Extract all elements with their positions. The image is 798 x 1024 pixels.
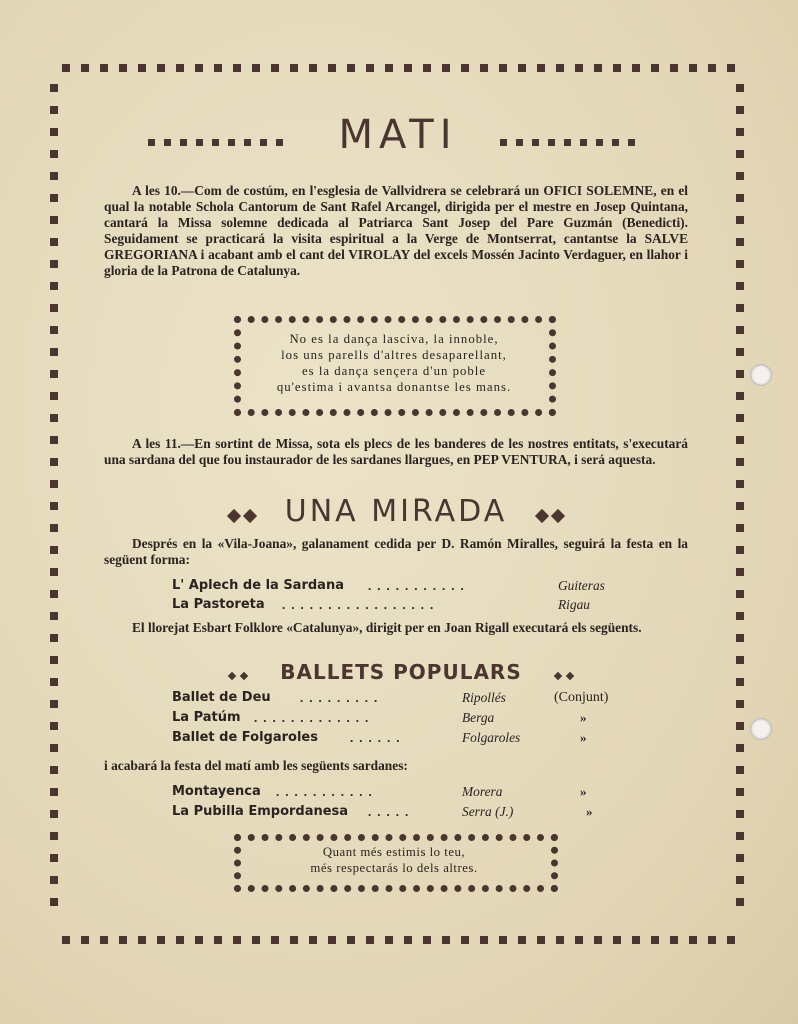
border-square — [736, 172, 744, 180]
border-square — [736, 414, 744, 422]
border-square — [736, 216, 744, 224]
border-square — [50, 788, 58, 796]
diamond-ornament — [565, 672, 573, 680]
border-square — [176, 64, 184, 72]
border-square — [736, 832, 744, 840]
border-square — [727, 64, 735, 72]
border-square — [290, 64, 298, 72]
sardana-title: Montayenca — [172, 784, 261, 799]
border-square — [50, 480, 58, 488]
motto-line: Quant més estimis lo teu, — [322, 845, 466, 859]
border-square — [556, 936, 564, 944]
diamond-ornament — [553, 672, 561, 680]
leader-dots: ................. — [282, 597, 440, 612]
border-square — [537, 936, 545, 944]
binder-hole — [750, 364, 772, 386]
border-square — [499, 936, 507, 944]
border-square — [736, 612, 744, 620]
border-square — [632, 936, 640, 944]
border-square — [81, 64, 89, 72]
border-square — [50, 700, 58, 708]
diamond-ornament — [228, 672, 236, 680]
border-square — [594, 936, 602, 944]
border-square — [736, 282, 744, 290]
border-square — [689, 936, 697, 944]
paragraph-time: A les 11. — [132, 436, 181, 451]
border-square — [50, 502, 58, 510]
border-square — [119, 936, 127, 944]
border-square — [50, 634, 58, 642]
border-square — [50, 832, 58, 840]
border-square — [736, 678, 744, 686]
ballet-note: (Conjunt) — [554, 690, 609, 705]
border-square — [461, 64, 469, 72]
paragraph-time: A les 10. — [132, 183, 181, 198]
border-square — [736, 304, 744, 312]
border-square — [736, 634, 744, 642]
title-ornament-right — [500, 133, 644, 151]
border-square — [176, 936, 184, 944]
border-square — [50, 370, 58, 378]
border-square — [632, 64, 640, 72]
border-square — [50, 546, 58, 554]
border-square — [423, 936, 431, 944]
border-square — [309, 64, 317, 72]
border-square — [50, 766, 58, 774]
border-square — [50, 392, 58, 400]
sardana-note: » — [586, 804, 593, 819]
border-square — [138, 64, 146, 72]
border-square — [50, 348, 58, 356]
border-square — [736, 656, 744, 664]
border-square — [50, 458, 58, 466]
leader-dots: ........... — [276, 784, 378, 799]
border-square — [366, 936, 374, 944]
poem-line: es la dança sençera d'un poble — [301, 364, 487, 378]
border-square — [404, 936, 412, 944]
paragraph-text: —En sortint de Missa, sota els plecs de les banderes de les nostres entitats, s'executará una sardana del que fou instaurador de les sardanes llargues, en PEP VENTURA, i será aquesta. — [104, 436, 688, 467]
border-square — [537, 64, 545, 72]
heading-una-mirada — [196, 494, 596, 529]
border-square — [736, 502, 744, 510]
border-square — [100, 64, 108, 72]
border-square — [81, 936, 89, 944]
border-square — [50, 810, 58, 818]
border-square — [271, 936, 279, 944]
heading-text: UNA MIRADA — [284, 494, 508, 529]
border-square — [461, 936, 469, 944]
ballet-title: Ballet de Folgaroles — [172, 730, 318, 745]
border-square — [736, 458, 744, 466]
border-square — [736, 766, 744, 774]
border-square — [50, 282, 58, 290]
border-square — [736, 524, 744, 532]
ballet-title: Ballet de Deu — [172, 690, 271, 705]
border-square — [50, 216, 58, 224]
page-title: MATI — [338, 112, 458, 158]
border-square — [736, 876, 744, 884]
border-square — [366, 64, 374, 72]
ballet-note: » — [580, 730, 587, 745]
diamond-ornament — [227, 509, 241, 523]
heading-ballets — [206, 660, 596, 684]
sardana-note: » — [580, 784, 587, 799]
diamond-ornament — [243, 509, 257, 523]
border-square — [50, 84, 58, 92]
ballet-author: Berga — [462, 710, 495, 725]
sardana-author: Morera — [462, 784, 503, 799]
border-square — [736, 106, 744, 114]
border-square — [50, 304, 58, 312]
border-square — [50, 436, 58, 444]
ballet-author: Ripollés — [462, 690, 506, 705]
border-square — [385, 64, 393, 72]
border-square — [480, 64, 488, 72]
border-square — [736, 854, 744, 862]
border-square — [62, 936, 70, 944]
border-square — [233, 64, 241, 72]
border-square — [480, 936, 488, 944]
paragraph-text: El llorejat Esbart Folklore «Catalunya», dirigit per en Joan Rigall executará els següents. — [132, 620, 642, 635]
border-square — [442, 64, 450, 72]
border-square — [736, 590, 744, 598]
program-item-title: L' Aplech de la Sardana — [172, 578, 344, 593]
diamond-ornament — [551, 509, 565, 523]
border-square — [670, 64, 678, 72]
border-square — [736, 898, 744, 906]
border-square — [347, 64, 355, 72]
border-square — [736, 348, 744, 356]
border-square — [290, 936, 298, 944]
paragraph-esbart — [104, 620, 688, 636]
border-square — [651, 64, 659, 72]
border-square — [594, 64, 602, 72]
border-square — [119, 64, 127, 72]
border-square — [50, 876, 58, 884]
border-square — [214, 936, 222, 944]
border-square — [328, 936, 336, 944]
border-square — [736, 84, 744, 92]
diamond-ornament — [240, 672, 248, 680]
border-square — [736, 810, 744, 818]
border-square — [50, 568, 58, 576]
border-square — [195, 64, 203, 72]
border-square — [50, 414, 58, 422]
leader-dots: ...... — [350, 730, 406, 745]
border-square — [328, 64, 336, 72]
border-square — [736, 788, 744, 796]
ballet-title: La Patúm — [172, 710, 241, 725]
leader-dots: ......... — [300, 690, 384, 705]
border-square — [708, 64, 716, 72]
border-square — [689, 64, 697, 72]
motto-line: més respectarás lo dels altres. — [310, 861, 478, 875]
border-square — [50, 150, 58, 158]
border-square — [252, 64, 260, 72]
border-square — [50, 590, 58, 598]
leader-dots: ..... — [368, 804, 415, 819]
border-square — [708, 936, 716, 944]
border-square — [736, 194, 744, 202]
border-square — [195, 936, 203, 944]
ballet-author: Folgaroles — [462, 730, 521, 745]
border-square — [385, 936, 393, 944]
border-square — [50, 194, 58, 202]
border-square — [651, 936, 659, 944]
border-square — [100, 936, 108, 944]
border-square — [157, 936, 165, 944]
border-square — [575, 936, 583, 944]
border-square — [736, 546, 744, 554]
border-square — [736, 370, 744, 378]
sardana-title: La Pubilla Empordanesa — [172, 804, 349, 819]
border-square — [518, 936, 526, 944]
border-square — [736, 238, 744, 246]
heading-text: BALLETS POPULARS — [280, 660, 522, 684]
border-square — [736, 326, 744, 334]
border-square — [556, 64, 564, 72]
diamond-ornament — [535, 509, 549, 523]
program-item-author: Guiteras — [558, 578, 605, 593]
border-square — [404, 64, 412, 72]
border-square — [50, 128, 58, 136]
poem-line: los uns parells d'altres desaparellant, — [281, 348, 507, 362]
poem-text — [244, 331, 544, 395]
border-square — [50, 326, 58, 334]
border-square — [736, 150, 744, 158]
border-square — [727, 936, 735, 944]
border-square — [309, 936, 317, 944]
border-square — [736, 392, 744, 400]
border-square — [499, 64, 507, 72]
border-square — [50, 524, 58, 532]
paragraph-oficio — [104, 183, 688, 279]
border-square — [252, 936, 260, 944]
border-square — [271, 64, 279, 72]
border-square — [423, 64, 431, 72]
border-square — [736, 700, 744, 708]
border-square — [50, 172, 58, 180]
binder-hole — [750, 718, 772, 740]
border-square — [50, 898, 58, 906]
poem-line: No es la dança lasciva, la innoble, — [289, 332, 499, 346]
border-square — [157, 64, 165, 72]
border-square — [347, 936, 355, 944]
border-square — [518, 64, 526, 72]
paragraph-text: i acabará la festa del matí amb les següents sardanes: — [104, 758, 408, 773]
border-square — [613, 936, 621, 944]
border-square — [736, 260, 744, 268]
border-square — [50, 238, 58, 246]
program-item-title: La Pastoreta — [172, 597, 265, 612]
poem-line: qu'estima i avantsa donantse les mans. — [276, 380, 512, 394]
border-square — [50, 106, 58, 114]
sardana-author: Serra (J.) — [462, 804, 514, 819]
border-square — [50, 678, 58, 686]
leader-dots: ............. — [254, 710, 375, 725]
border-square — [736, 722, 744, 730]
border-square — [50, 722, 58, 730]
border-square — [50, 260, 58, 268]
border-square — [575, 64, 583, 72]
border-square — [736, 568, 744, 576]
program-item-author: Rigau — [558, 597, 590, 612]
border-square — [736, 128, 744, 136]
paragraph-sardana — [104, 436, 688, 468]
border-square — [613, 64, 621, 72]
border-square — [50, 612, 58, 620]
border-square — [670, 936, 678, 944]
border-square — [62, 64, 70, 72]
paragraph-text: Després en la «Vila-Joana», galanament cedida per D. Ramón Miralles, seguirá la festa en la següent forma: — [104, 536, 688, 567]
motto-text — [244, 844, 544, 876]
paragraph-sardanes — [104, 758, 688, 774]
border-square — [50, 744, 58, 752]
border-square — [50, 656, 58, 664]
border-square — [736, 744, 744, 752]
border-square — [442, 936, 450, 944]
border-square — [736, 436, 744, 444]
border-square — [736, 480, 744, 488]
leader-dots: ........... — [368, 578, 470, 593]
ballet-note: » — [580, 710, 587, 725]
border-square — [50, 854, 58, 862]
border-square — [214, 64, 222, 72]
border-square — [138, 936, 146, 944]
paragraph-vila-joana — [104, 536, 688, 568]
border-square — [233, 936, 241, 944]
paragraph-text: —Com de costúm, en l'esglesia de Vallvidrera se celebrará un OFICI SOLEMNE, en el qual la notable Schola Cantorum de Sant Rafel Arcangel, dirigida per el mestre en Josep Quintana, cantará la Missa solemne dedicada al Patriarca Sant Josep del Pare Guzmán (Benedicti). Seguidament se practicará la visita espiritual a la Verge de Montserrat, cantantse la SALVE GREGORIANA i acabant amb el cant del VIROLAY del excels Mossén Jacinto Verdaguer, en llahor i gloria de la Patrona de Catalunya. — [104, 183, 688, 278]
